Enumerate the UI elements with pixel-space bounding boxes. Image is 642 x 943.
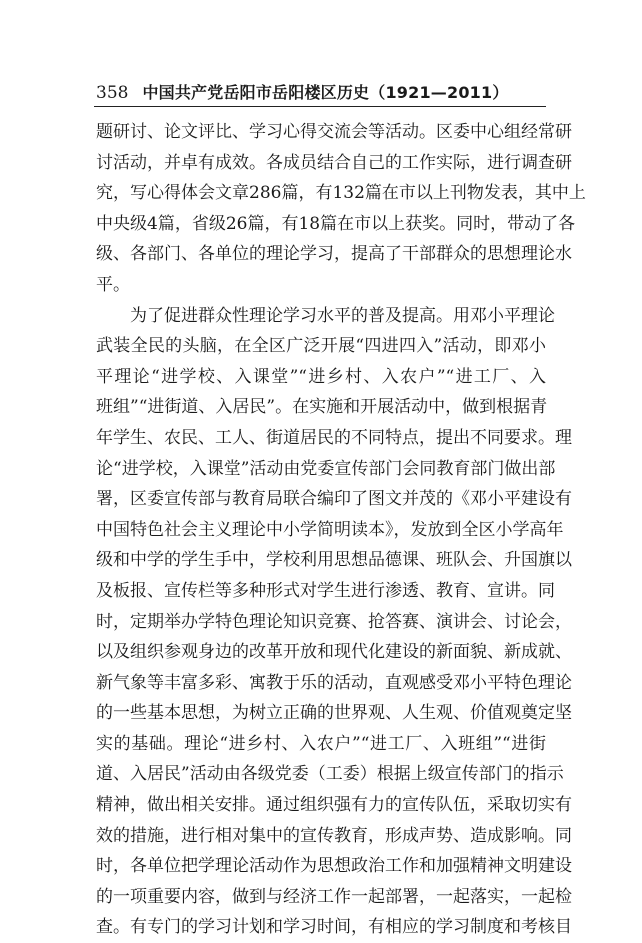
text-line: 级、各部门、各单位的理论学习，提高了干部群众的思想理论水 [96, 244, 572, 265]
text-line: 中央级4篇，省级26篇，有18篇在市以上获奖。同时，带动了各 [96, 213, 576, 234]
text-line: 新气象等丰富多彩、寓教于乐的活动，直观感受邓小平特色理论 [96, 672, 572, 693]
text-line: 效的措施，进行相对集中的宣传教育，形成声势、造成影响。同 [96, 825, 572, 846]
text-line: 题研讨、论文评比、学习心得交流会等活动。区委中心组经常研 [96, 122, 572, 142]
text-line: 年学生、农民、工人、街道居民的不同特点，提出不同要求。理 [96, 427, 572, 448]
text-line: 时，定期举办学特色理论知识竞赛、抢答赛、演讲会、讨论会， [96, 611, 572, 632]
text-line: 署，区委宣传部与教育局联合编印了图文并茂的《邓小平建设有 [96, 489, 572, 510]
text-line: 的一项重要内容，做到与经济工作一起部署，一起落实，一起检 [96, 886, 572, 907]
text-line: 平。 [96, 274, 130, 295]
text-line: 讨活动，并卓有成效。各成员结合自己的工作实际，进行调查研 [96, 152, 572, 173]
text-line: 中国特色社会主义理论中小学简明读本》，发放到全区小学高年 [96, 519, 564, 540]
book-title: 中国共产党岳阳市岳阳楼区历史（1921—2011） [142, 83, 509, 102]
text-line: 以及组织参观身边的改革开放和现代化建设的新面貌、新成就、 [96, 642, 572, 663]
text-line: 究，写心得体会文章286篇，有132篇在市以上刊物发表，其中上 [96, 183, 586, 204]
header-rule [94, 106, 546, 107]
text-line: 平理论“进学校、入课堂”“进乡村、入农户”“进工厂、入 [96, 366, 546, 387]
text-line: 道、入居民”活动由各级党委（工委）根据上级宣传部门的指示 [96, 764, 564, 785]
running-head [96, 80, 546, 106]
body-text [96, 117, 586, 943]
text-line: 及板报、宣传栏等多种形式对学生进行渗透、教育、宣讲。同 [96, 580, 555, 601]
text-line: 时，各单位把学理论活动作为思想政治工作和加强精神文明建设 [96, 856, 572, 877]
text-line: 班组”“进街道、入居民”。在实施和开展活动中，做到根据青 [96, 397, 548, 418]
text-line: 级和中学的学生手中，学校利用思想品德课、班队会、升国旗以 [96, 550, 572, 571]
text-line: 论“进学校，入课堂”活动由党委宣传部门会同教育部门做出部 [96, 458, 556, 479]
text-line: 精神，做出相关安排。通过组织强有力的宣传队伍，采取切实有 [96, 795, 572, 816]
text-line: 的一些基本思想，为树立正确的世界观、人生观、价值观奠定坚 [96, 703, 572, 724]
text-line: 查。有专门的学习计划和学习时间，有相应的学习制度和考核目 [96, 917, 572, 938]
page-number: 358 [96, 83, 129, 103]
text-line: 为了促进群众性理论学习水平的普及提高。用邓小平理论 [96, 305, 555, 326]
text-line: 实的基础。理论“进乡村、入农户”“进工厂、入班组”“进街 [96, 733, 546, 754]
text-line: 武装全民的头脑，在全区广泛开展“四进四入”活动，即邓小 [96, 336, 546, 357]
